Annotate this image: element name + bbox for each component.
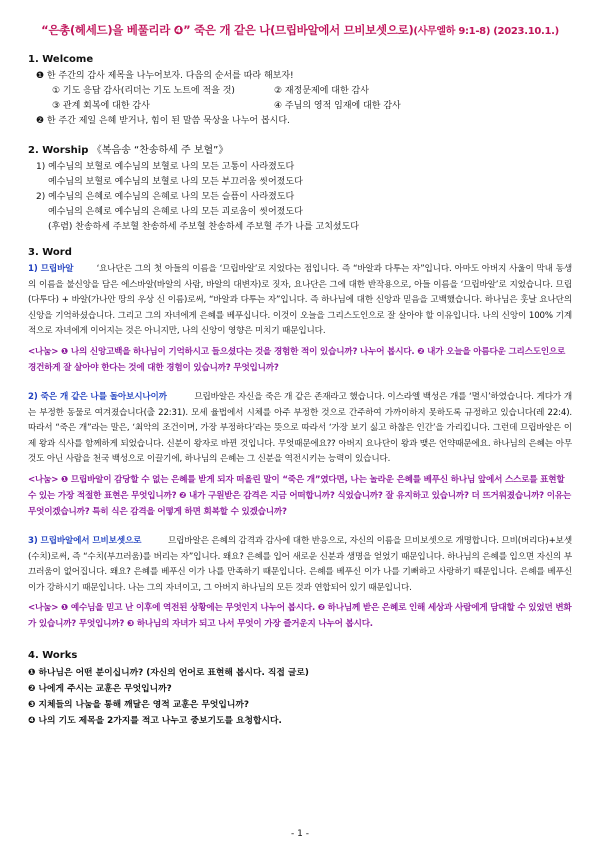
word-paragraph-1: [28, 262, 572, 340]
welcome-section: [28, 54, 572, 129]
works-section: [28, 650, 572, 729]
welcome-sub-4: ④ 주님의 영적 임재에 대한 감사: [274, 101, 401, 111]
welcome-sub-row-1: [28, 84, 572, 99]
worship-heading-row: [28, 141, 572, 156]
word-subheading-3: 3) 므립바알에서 므비보셋으로: [28, 535, 142, 546]
word-paragraph-2: [28, 390, 572, 468]
sharing-question-3: <나눔> ❶ 예수님을 믿고 난 이후에 역전된 상황에는 무엇인지 나누어 봅시다. ❷ 하나님께 받은 은혜로 인해 세상과 사람에게 담대할 수 있었던 변화가 있습니까? 무엇입니까? ❸ 하나님의 자녀가 되고 나서 무엇이 가장 즐거운지 나누어 봅시다.: [28, 603, 572, 630]
page-number: - 1 -: [291, 829, 309, 839]
works-item: ❷ 나에게 주시는 교훈은 무엇입니까?: [28, 684, 172, 695]
word-body-2: 므립바알은 자신을 죽은 개 같은 존재라고 했습니다. 이스라엘 백성은 개를 ‘멸시’하였습니다. 게다가 개는 부정한 동물로 여겨졌습니다(출 22:31). 모세 율법에서 시체를 아주 부정한 것으로 간주하여 가까이하지 못하도록 규정하고 있습니다(레 22:4). 따라서 “죽은 개”라는 말은, ‘최악의 조건이며, 가장 부정하다’라는 뜻으로 따라서 ‘가장 보기 싫고 하찮은 인간’을 가리킵니다. 그런데 므립바알은 이제 왕과 식사를 함께하게 되었습니다. 신분이 왕자로 바뀐 것입니다. 무엇때문에요?? 아버지 요나단이 왕과 맺은 언약때문에요. 하나님의 은혜는 아무것도 아닌 사람을 천국 백성으로 이끌기에, 하나님의 은혜는 그 신분을 역전시키는 능력이 있습니다.: [28, 391, 572, 465]
word-subheading-1: 1) 므립바알: [28, 264, 74, 274]
word-paragraph-3: [28, 534, 572, 596]
lyric-line: (후렴) 찬송하세 주보혈 찬송하세 주보혈 찬송하세 주보혈 주가 나를 고치셨도다: [48, 222, 359, 232]
worship-song-title: 《복음송 “찬송하세 주 보혈”》: [91, 145, 229, 156]
word-body-3: 므립바알은 은혜의 감격과 감사에 대한 반응으로, 자신의 이름을 므비보셋으로 개명합니다. 므비(버리다)+보셋(수치)로써, 즉 “수치(부끄러움)를 버리는 자”입니다. 왜요? 은혜를 입어 새로운 신분과 생명을 얻었기 때문입니다. 하나님의 은혜를 입으면 자신의 부끄러움이 없어집니다. 왜요? 은혜를 베푸신 이가 나를 만족하기 때문입니다. 은혜를 베푸신 이가 나를 기뻐하고 사랑하기 때문입니다. 은혜를 베푸신 이가 강하시기 때문입니다. 나는 그의 자녀이고, 그 아버지 하나님의 모든 것과 연합되어 있기 때문입니다.: [28, 535, 572, 593]
welcome-sub-1: ① 기도 응답 감사(리더는 기도 노트에 적을 것): [52, 86, 235, 96]
worship-heading: 2. Worship: [28, 145, 89, 156]
sharing-question-2: <나눔> ❶ 므립바알이 감당할 수 없는 은혜를 받게 되자 떠올린 말이 “죽은 개”였다면, 나는 놀라운 은혜를 베푸신 하나님 앞에서 스스로를 표현할 수 있는 가장 적절한 표현은 무엇입니까? ❷ 내가 구원받은 감격은 지금 어떠합니까? 식었습니까? 잘 유지하고 있습니까? 더 뜨거워졌습니까? 이유는 무엇이겠습니까? 특히 식은 감격을 어떻게 하면 회복할 수 있겠습니까?: [28, 474, 572, 517]
works-heading: 4. Works: [28, 650, 78, 662]
lyric-line: 예수님의 보혈로 예수님의 보혈로 나의 모든 부끄러움 씻어졌도다: [48, 177, 303, 187]
welcome-sub-2: ② 재정문제에 대한 감사: [274, 86, 369, 96]
works-item: ❸ 지체들의 나눔을 통해 깨달은 영적 교훈은 무엇입니까?: [28, 700, 249, 711]
word-heading: 3. Word: [28, 247, 72, 258]
lyric-line: 1) 예수님의 보혈로 예수님의 보혈로 나의 모든 고통이 사라졌도다: [36, 162, 295, 172]
welcome-heading: 1. Welcome: [28, 54, 94, 65]
worship-section: [28, 141, 572, 235]
works-item: ❹ 나의 기도 제목을 2가지를 적고 나누고 중보기도를 요청합시다.: [28, 716, 282, 727]
word-section: [28, 247, 572, 632]
title-reference: (사무엘하 9:1-8) (2023.10.1.): [413, 26, 559, 37]
title-main: “은총(헤세드)을 베풀리라 ❹” 죽은 개 같은 나(므립바알에서 므비보셋으로): [41, 23, 414, 37]
lyric-line: 예수님의 은혜로 예수님의 은혜로 나의 모든 괴로움이 씻어졌도다: [48, 207, 303, 217]
lyric-line: 2) 예수님의 은혜로 예수님의 은혜로 나의 모든 슬픔이 사라졌도다: [36, 192, 295, 202]
word-body-1: ‘요나단은 그의 첫 아들의 이름을 ‘므립바알’로 지었다는 점입니다. 즉 “바알과 다투는 자”입니다. 아마도 아버지 사울이 막내 동생의 이름을 불신앙을 담은 에스바알(바알의 사람, 바알의 대변자)로 짓자, 요나단은 그에 대한 반작용으로, 아들 이름을 ‘므립바알’로 지었습니다. 므립(다투다) + 바알(가나안 땅의 우상 신 이름)로써, “바알과 다투는 자”입니다. 즉 하나님에 대한 신앙과 믿음을 고백했습니다. 하나님은 훗날 요나단의 신앙을 기억하셨습니다. 그리고 그의 자녀에게 은혜를 베푸십니다. 이것이 오늘을 그리스도인으로 잘 살아야 할 이유입니다. 나의 신앙이 100% 기계적으로 자녀에게 이어지는 것은 아니지만, 나의 신앙이 영향은 미치기 때문입니다.: [28, 264, 573, 337]
welcome-sub-row-2: [28, 99, 572, 114]
sharing-question-1: <나눔> ❶ 나의 신앙고백을 하나님이 기억하시고 들으셨다는 것을 경험한 적이 있습니까? 나누어 봅시다. ❷ 내가 오늘을 아름다운 그리스도인으로 경건하게 잘 살아야 한다는 것에 대한 경험이 있습니까? 무엇입니까?: [28, 346, 566, 373]
word-subheading-2: 2) 죽은 개 같은 나를 돌아보시나이까: [28, 391, 167, 402]
page-title: [28, 22, 572, 38]
welcome-item-1: ❶ 한 주간의 감사 제목을 나누어보자. 다음의 순서를 따라 해보자!: [36, 71, 294, 81]
welcome-item-2: ❷ 한 주간 제일 은혜 받거나, 힘이 된 말씀 묵상을 나누어 봅시다.: [36, 116, 290, 126]
welcome-sub-3: ③ 관계 회복에 대한 감사: [52, 101, 150, 111]
works-item: ❶ 하나님은 어떤 분이십니까? (자신의 언어로 표현해 봅시다. 직접 글로): [28, 668, 309, 679]
